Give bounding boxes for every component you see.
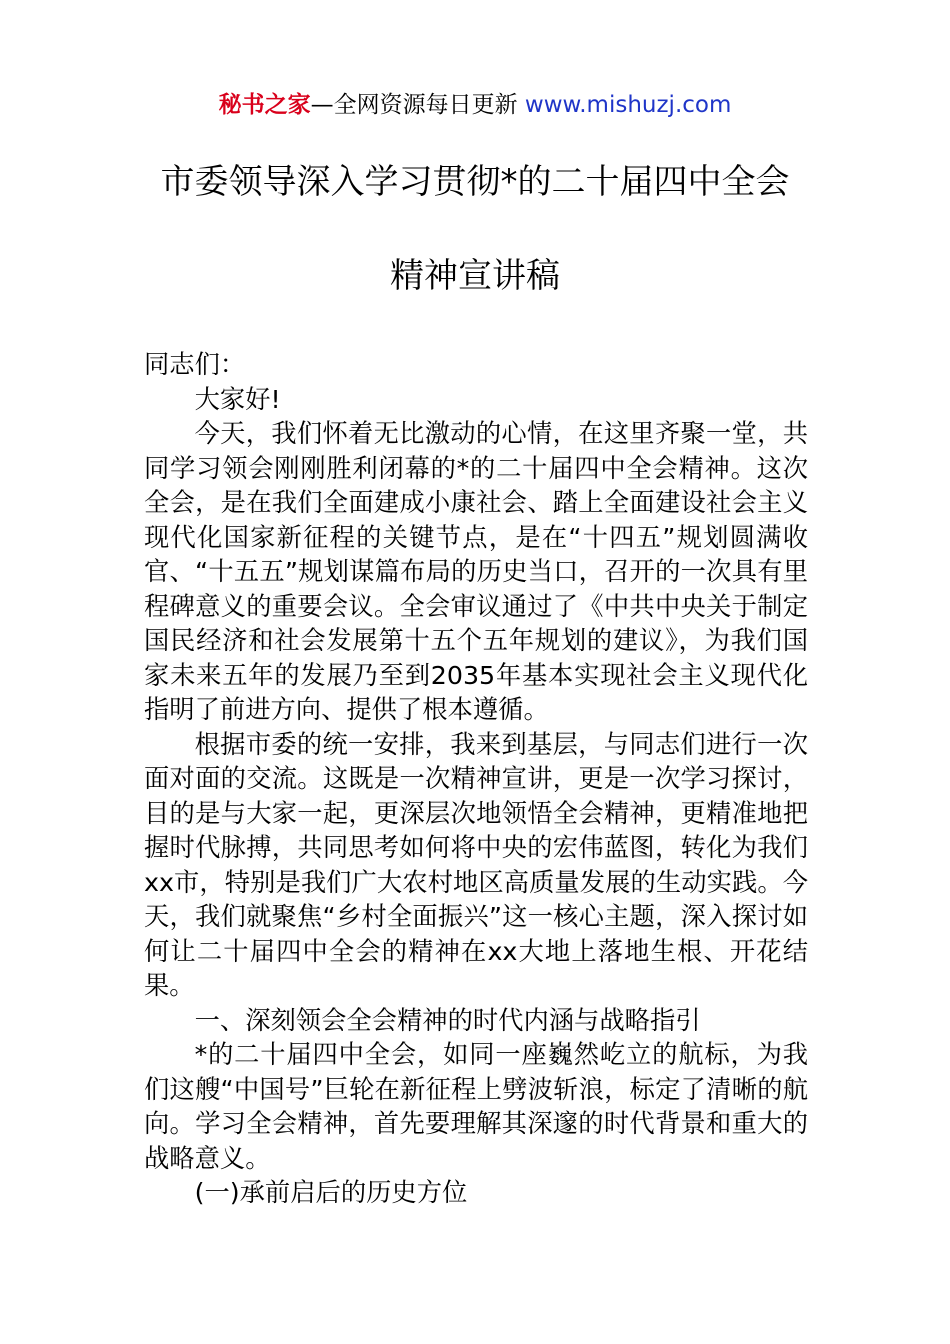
paragraph-1: 今天，我们怀着无比激动的心情，在这里齐聚一堂，共同学习领会刚刚胜利闭幕的*的二十届四中全会精神。这次全会，是在我们全面建成小康社会、踏上全面建设社会主义现代化国家新征程的关键节点，是在“十四五”规划圆满收官、“十五五”规划谋篇布局的历史当口，召开的一次具有里程碑意义的重要会议。全会审议通过了《中共中央关于制定国民经济和社会发展第十五个五年规划的建议》，为我们国家未来五年的发展乃至到2035年基本实现社会主义现代化指明了前进方向、提供了根本遵循。 (144, 419, 808, 724)
greeting: 大家好! (194, 384, 281, 414)
subsection-heading-1: (一)承前启后的历史方位 (194, 1178, 468, 1207)
salutation: 同志们： (144, 350, 246, 379)
title-line-1: 市委领导深入学习贯彻*的二十届四中全会 (160, 162, 790, 202)
title-line-2: 精神宣讲稿 (390, 256, 560, 296)
section-heading-1: 一、深刻领会全会精神的时代内涵与战略指引 (194, 1005, 701, 1035)
document-body (144, 348, 808, 1211)
site-tagline: —全网资源每日更新 (310, 92, 525, 118)
paragraph-3: *的二十届四中全会，如同一座巍然屹立的航标，为我们这艘“中国号”巨轮在新征程上劈波斩浪，标定了清晰的航向。学习全会精神，首先要理解其深邃的时代背景和重大的战略意义。 (144, 1040, 808, 1173)
site-header (0, 90, 950, 120)
site-url-link[interactable]: www.mishuzj.com (524, 92, 732, 118)
paragraph-2: 根据市委的统一安排，我来到基层，与同志们进行一次面对面的交流。这既是一次精神宣讲，更是一次学习探讨，目的是与大家一起，更深层次地领悟全会精神，更精准地把握时代脉搏，共同思考如何将中央的宏伟蓝图，转化为我们xx市，特别是我们广大农村地区高质量发展的生动实践。今天，我们就聚焦“乡村全面振兴”这一核心主题，深入探讨如何让二十届四中全会的精神在xx大地上落地生根、开花结果。 (144, 729, 808, 1000)
document-title (0, 158, 950, 300)
site-brand: 秘书之家 (218, 92, 311, 118)
